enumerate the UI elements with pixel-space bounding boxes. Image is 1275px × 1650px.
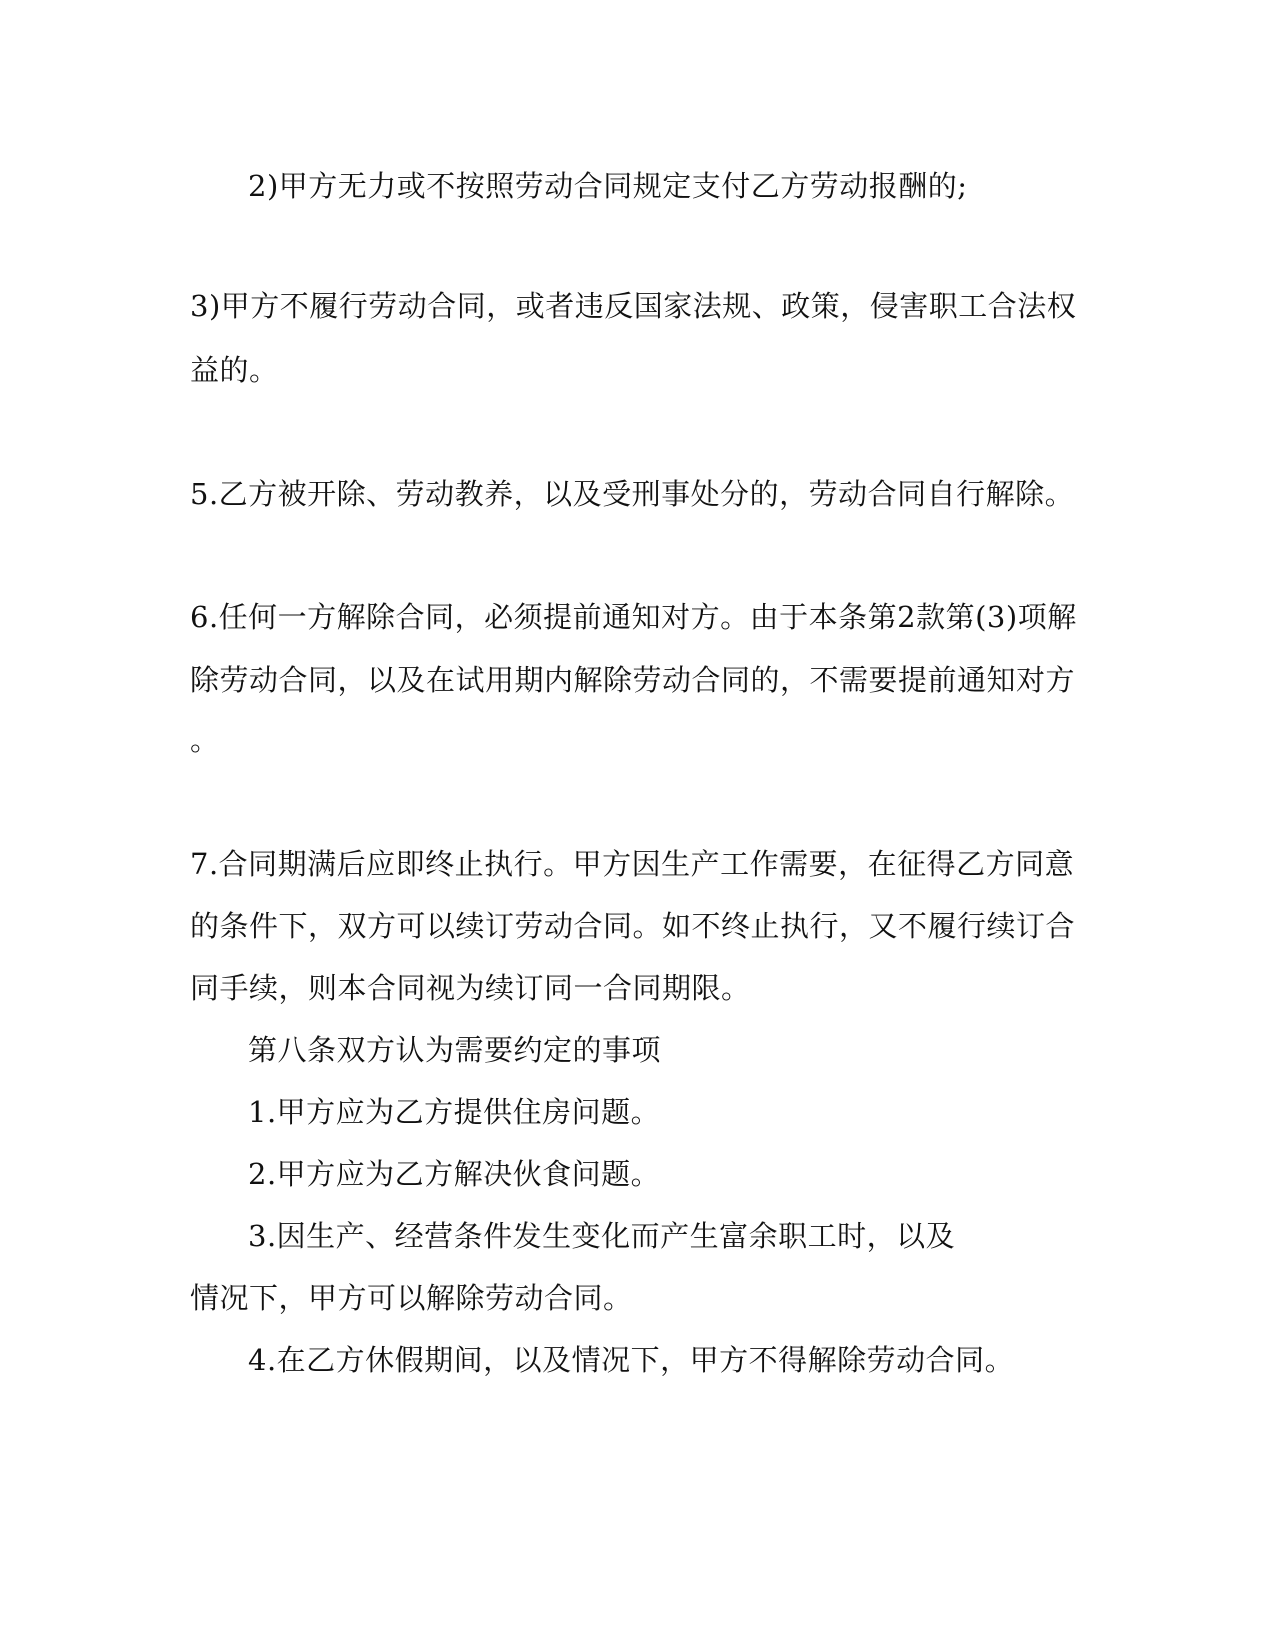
clause-5: 5.乙方被开除、劳动教养，以及受刑事处分的，劳动合同自行解除。: [190, 477, 1075, 511]
clause-6-cont-2: 。: [190, 723, 220, 757]
article-8-item-1: 1.甲方应为乙方提供住房问题。: [248, 1095, 661, 1129]
clause-6-cont-1: 除劳动合同，以及在试用期内解除劳动合同的，不需要提前通知对方: [190, 663, 1076, 697]
article-8-item-4: 4.在乙方休假期间，以及情况下，甲方不得解除劳动合同。: [248, 1343, 1015, 1377]
clause-2-item-2: 2)甲方无力或不按照劳动合同规定支付乙方劳动报酬的;: [248, 169, 968, 203]
clause-7-cont-1: 的条件下，双方可以续订劳动合同。如不终止执行，又不履行续订合: [190, 909, 1076, 943]
article-8-item-3-cont: 情况下，甲方可以解除劳动合同。: [190, 1281, 633, 1315]
clause-7-cont-2: 同手续，则本合同视为续订同一合同期限。: [190, 971, 751, 1005]
clause-7: 7.合同期满后应即终止执行。甲方因生产工作需要，在征得乙方同意: [190, 847, 1075, 881]
clause-2-item-3: 3)甲方不履行劳动合同，或者违反国家法规、政策，侵害职工合法权: [190, 289, 1077, 323]
article-8-item-2: 2.甲方应为乙方解决伙食问题。: [248, 1157, 661, 1191]
article-8-heading: 第八条双方认为需要约定的事项: [248, 1033, 662, 1067]
clause-6: 6.任何一方解除合同，必须提前通知对方。由于本条第2款第(3)项解: [190, 600, 1077, 634]
clause-2-item-3-cont: 益的。: [190, 353, 279, 387]
article-8-item-3: 3.因生产、经营条件发生变化而产生富余职工时，以及: [248, 1219, 956, 1253]
